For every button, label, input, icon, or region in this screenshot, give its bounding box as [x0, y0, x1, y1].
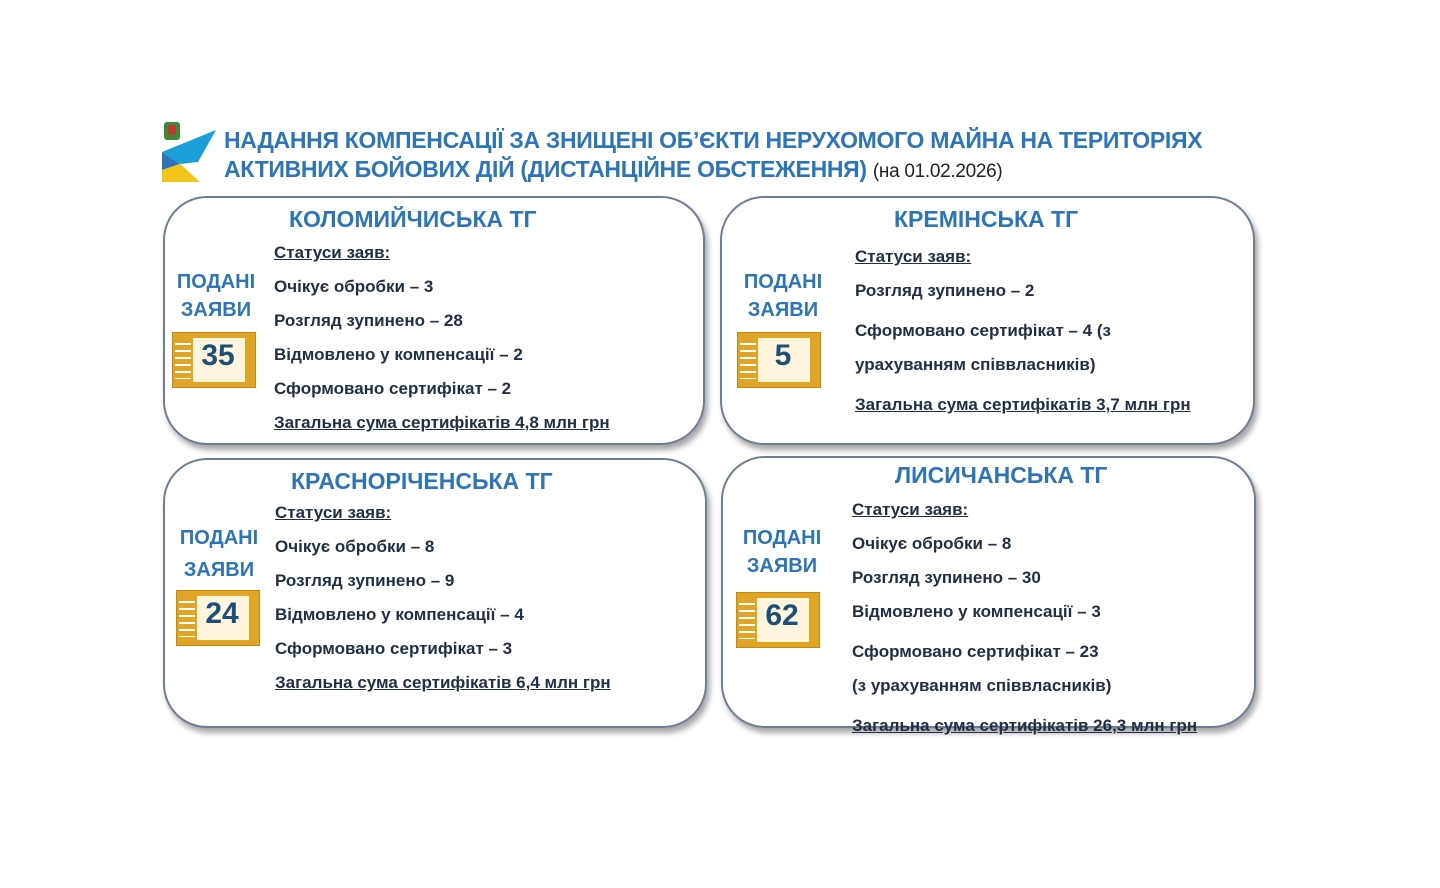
- submitted-label: ПОДАНІ ЗАЯВИ: [742, 527, 822, 577]
- submitted-count: 24: [205, 597, 239, 630]
- certificate-icon: [176, 590, 260, 646]
- certificate-icon: [172, 332, 256, 388]
- report-date: (на 01.02.2026): [872, 161, 1003, 182]
- total-amount: Загальна сума сертифікатів 4,8 млн грн: [274, 413, 610, 432]
- total-amount: Загальна сума сертифікатів 6,4 млн грн: [275, 673, 611, 692]
- community-card-lysychanska: [721, 456, 1256, 735]
- certificate-icon: [737, 332, 821, 388]
- community-card-kolomyichyska: [163, 196, 705, 445]
- certificate-icon: [736, 592, 820, 648]
- status-list: Статуси заяв: Очікує обробки – 3 Розгляд зупинено – 28 Відмовлено у компенсації – 2 Сформовано сертифікат – 2 Загальна сума сертифікатів 4,8 млн грн: [274, 236, 610, 440]
- submitted-label: ПОДАНІ ЗАЯВИ: [176, 271, 256, 321]
- status-list: Статуси заяв: Очікує обробки – 8 Розгляд зупинено – 9 Відмовлено у компенсації – 4 Сформовано сертифікат – 3 Загальна сума сертифікатів 6,4 млн грн: [275, 496, 611, 700]
- card-title: КОЛОМИЙЧИСЬКА ТГ: [289, 206, 537, 232]
- card-title: КРАСНОРІЧЕНСЬКА ТГ: [291, 468, 553, 494]
- submitted-count: 35: [201, 339, 235, 372]
- region-logo-icon: [160, 122, 218, 184]
- card-title: КРЕМІНСЬКА ТГ: [894, 206, 1079, 232]
- submitted-count: 5: [774, 339, 792, 372]
- community-card-krasnorichenska: [163, 458, 707, 728]
- community-card-kreminska: [720, 196, 1255, 445]
- total-amount: Загальна сума сертифікатів 3,7 млн грн: [855, 395, 1191, 414]
- status-list: Статуси заяв: Очікує обробки – 8 Розгляд зупинено – 30 Відмовлено у компенсації – 3 Сформовано сертифікат – 23 (з урахуванням співвласників) Загальна сума сертифікатів 26,3 млн грн: [852, 493, 1197, 743]
- status-list: Статуси заяв: Розгляд зупинено – 2 Сформовано сертифікат – 4 (з урахуванням співвласників) Загальна сума сертифікатів 3,7 млн грн: [855, 240, 1191, 422]
- submitted-label: ПОДАНІ ЗАЯВИ: [743, 271, 823, 321]
- submitted-count: 62: [765, 599, 799, 632]
- page-title: НАДАННЯ КОМПЕНСАЦІЇ ЗА ЗНИЩЕНІ ОБ’ЄКТИ НЕРУХОМОГО МАЙНА НА ТЕРИТОРІЯХ АКТИВНИХ БОЙОВИХ ДІЙ (ДИСТАНЦІЙНЕ ОБСТЕЖЕННЯ) (на 01.02.2026): [224, 127, 1203, 182]
- card-title: ЛИСИЧАНСЬКА ТГ: [895, 462, 1108, 488]
- submitted-label: ПОДАНІ ЗАЯВИ: [179, 527, 259, 581]
- total-amount: Загальна сума сертифікатів 26,3 млн грн: [852, 716, 1198, 735]
